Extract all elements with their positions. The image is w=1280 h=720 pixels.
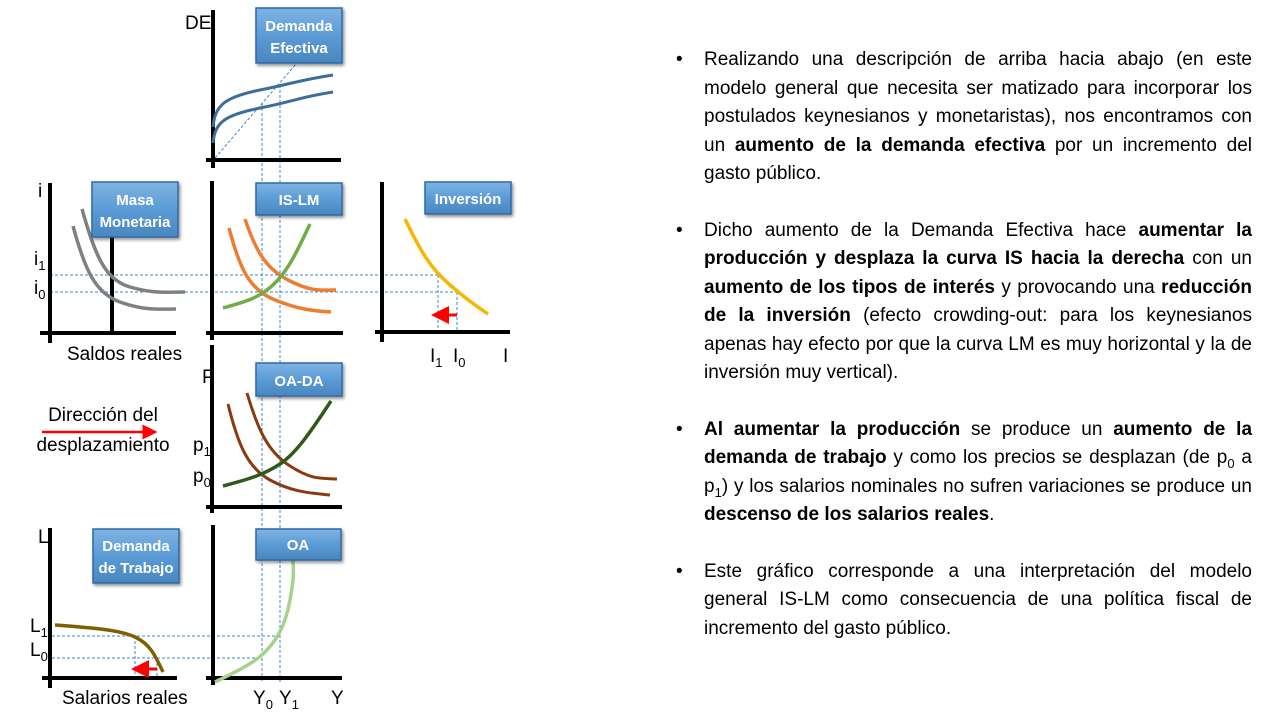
tick-p1: $p_1$ xyxy=(193,435,211,459)
axis-label-I: I xyxy=(503,346,509,367)
bold-text: aumento de la demanda de trabajo xyxy=(704,418,1253,468)
box-label-de-2: Efectiva xyxy=(270,40,328,57)
text-segment: . xyxy=(989,504,995,525)
direction-legend xyxy=(36,405,169,456)
panel-inversion xyxy=(375,182,511,370)
tick-Y0: $Y_0$ xyxy=(253,688,273,712)
axis-label-saldos-reales: Saldos reales xyxy=(67,344,183,365)
bullet-icon: • xyxy=(676,418,683,440)
panel-is-lm xyxy=(206,181,343,340)
panel-demanda-efectiva xyxy=(185,8,342,168)
box-label-inv: Inversión xyxy=(434,191,502,208)
box-label-de-1: Demanda xyxy=(265,18,333,35)
box-label-oa: OA xyxy=(286,537,310,554)
bold-text: aumento de los tipos de interés xyxy=(704,276,995,298)
tick-i0: $i_0$ xyxy=(34,278,46,302)
direction-label-1: Dirección del xyxy=(48,405,158,426)
axis-label-P: P xyxy=(202,367,215,388)
tick-p0: $p_0$ xyxy=(193,466,211,490)
bullet-paragraph xyxy=(676,416,1252,530)
money-curve-lower xyxy=(73,226,176,309)
oa-curve xyxy=(215,560,293,682)
text-segment: por un incremento del gasto público. xyxy=(704,134,1252,184)
guide-lines xyxy=(50,64,457,682)
is-curve-shifted xyxy=(245,219,336,290)
investment-curve xyxy=(405,219,488,314)
box-label-mm-1: Masa xyxy=(116,192,154,209)
bullet-paragraph xyxy=(676,46,1252,189)
bullet-icon: • xyxy=(676,560,683,582)
text-segment: 1 xyxy=(714,484,722,500)
de-curve-upper xyxy=(213,75,333,127)
tick-Y1: $Y_1$ xyxy=(279,688,299,712)
ad-curve-shifted xyxy=(247,393,337,479)
text-segment: se produce un xyxy=(960,418,1114,440)
bold-text: Al aumentar la producción xyxy=(704,418,961,440)
text-segment: (efecto crowding-out: para los keynesianos apenas hay efecto por que la curva LM es muy horizontal y la de inversión muy vertical). xyxy=(704,305,1253,383)
bold-text: reducción de la inversión xyxy=(704,276,1252,326)
axis-label-Y: Y xyxy=(331,688,344,709)
panel-masa-monetaria xyxy=(34,181,185,365)
tick-i1: $i_1$ xyxy=(34,249,46,273)
axis-label-de: DE xyxy=(185,13,212,34)
box-label-dt-1: Demanda xyxy=(102,538,170,555)
text-segment: Dicho aumento de la Demanda Efectiva hace xyxy=(704,219,1139,241)
text-segment: con un xyxy=(1184,248,1253,269)
text-segment: ) y los salarios nominales no sufren variaciones se produce un xyxy=(721,475,1252,497)
text-segment: 0 xyxy=(1227,455,1235,471)
text-segment: a p xyxy=(704,447,1252,497)
tick-I1: $I_1$ xyxy=(430,346,443,370)
panel-demanda-trabajo xyxy=(30,527,188,709)
box-label-mm-2: Monetaria xyxy=(99,214,171,231)
box-label-islm: IS-LM xyxy=(278,192,320,209)
bullet-paragraph xyxy=(676,217,1252,388)
text-segment: Este gráfico corresponde a una interpretación del modelo general IS-LM como consecuencia de una política fiscal de incremento del gasto público. xyxy=(704,560,1252,639)
bold-text: aumento de la demanda efectiva xyxy=(734,134,1046,156)
bullet-icon: • xyxy=(676,49,683,70)
bold-text: descenso de los salarios reales xyxy=(704,504,990,525)
panel-oa-da xyxy=(193,345,342,513)
direction-label-2: desplazamiento xyxy=(36,435,170,456)
explanation-text xyxy=(676,46,1252,671)
box-label-dt-2: de Trabajo xyxy=(98,560,174,577)
panel-oa xyxy=(206,525,344,712)
text-segment: y como los precios se desplazan (de p xyxy=(886,447,1228,468)
axis-label-salarios-reales: Salarios reales xyxy=(62,688,188,709)
axis-label-L: L xyxy=(38,527,49,548)
text-segment: Realizando una descripción de arriba hacia abajo (en este modelo general que necesita ser matizado para incorporar los postulados keynesianos y monetaristas), nos encontramos con un xyxy=(704,49,1252,156)
text-segment: y provocando una xyxy=(994,276,1162,298)
axis-label-i: i xyxy=(38,181,43,202)
box-label-oada: OA-DA xyxy=(274,373,324,390)
labor-demand-curve xyxy=(55,625,163,672)
bullet-paragraph xyxy=(676,558,1252,644)
bullet-icon: • xyxy=(676,219,683,241)
tick-L0: $L_0$ xyxy=(30,640,48,664)
tick-I0: $I_0$ xyxy=(453,346,466,370)
bold-text: aumentar la producción y desplaza la curva IS hacia la derecha xyxy=(704,219,1252,269)
tick-L1: $L_1$ xyxy=(30,616,48,640)
